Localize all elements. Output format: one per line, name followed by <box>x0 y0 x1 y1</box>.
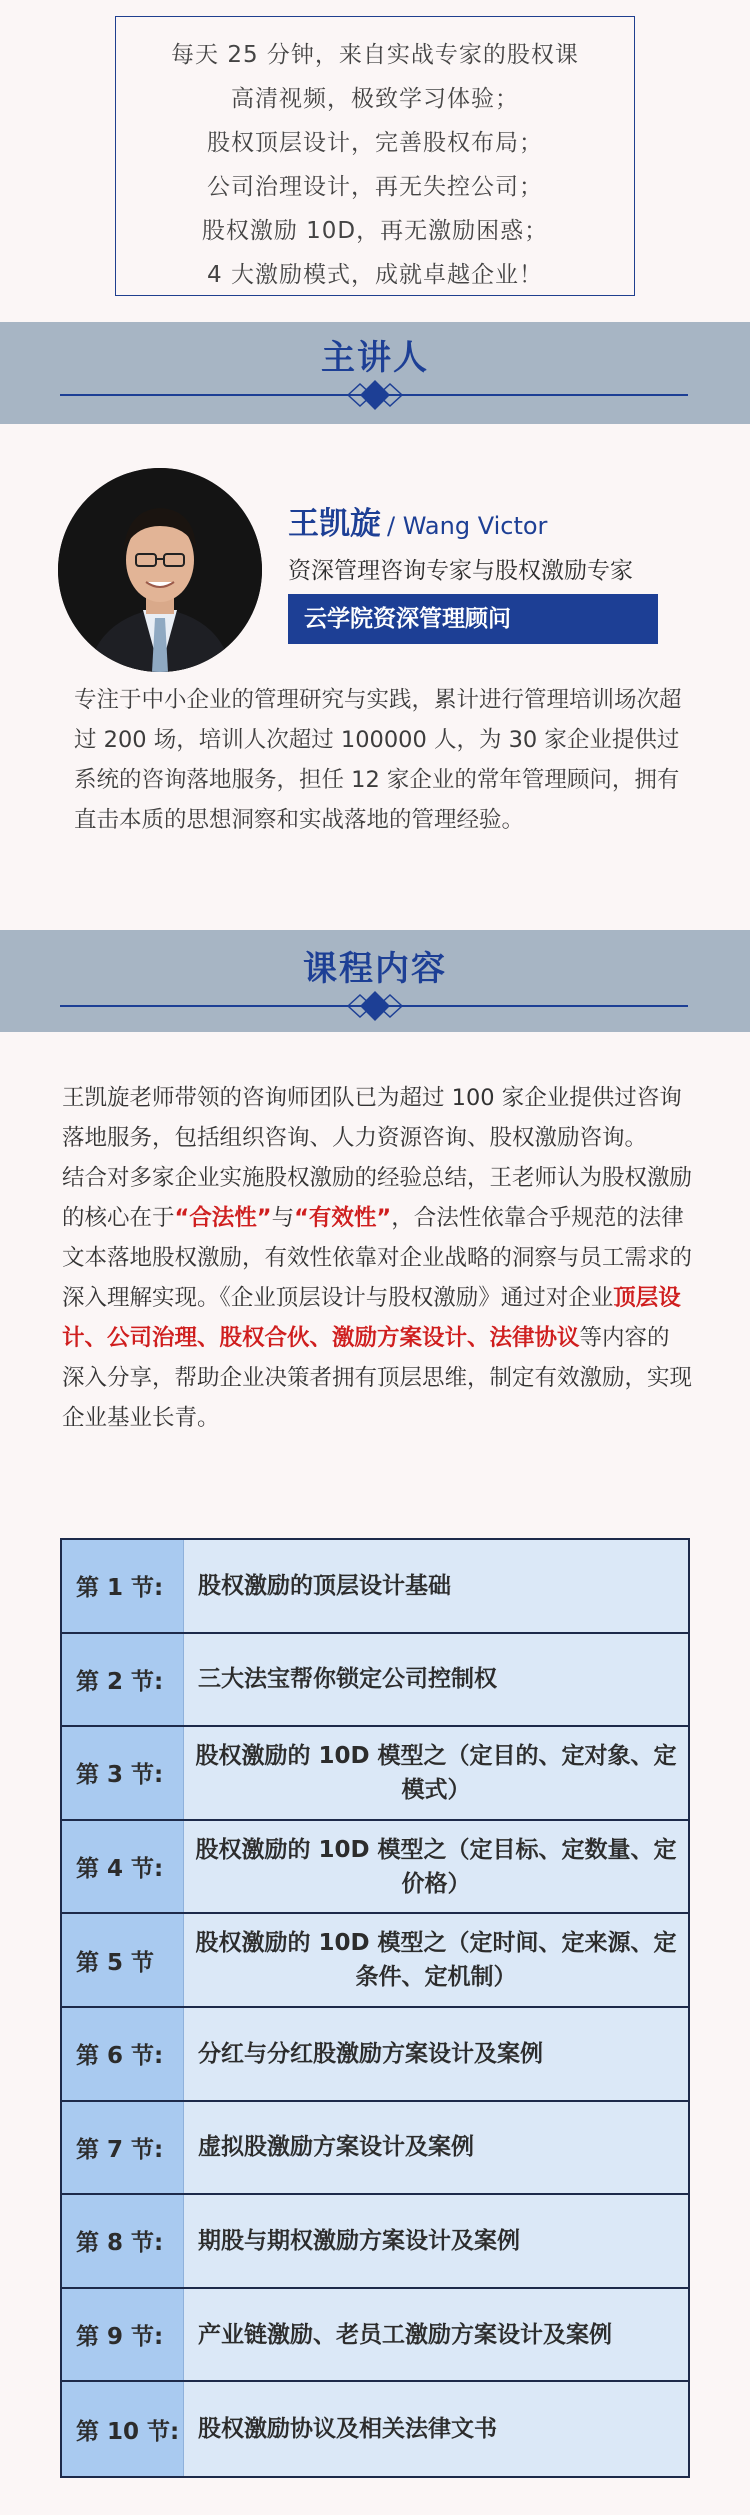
highlight-effectiveness: “有效性” <box>294 1205 392 1231</box>
course-section-title: 课程内容 <box>303 949 447 989</box>
lesson-table <box>60 1538 690 2478</box>
lesson-row <box>62 1727 688 1821</box>
intro-line: 高清视频，极致学习体验； <box>231 86 519 112</box>
diamond-ornament-icon <box>340 375 410 415</box>
speaker-section-title: 主讲人 <box>321 338 429 378</box>
lesson-row <box>62 2195 688 2289</box>
lesson-title: 股权激励的顶层设计基础 <box>184 1540 688 1632</box>
diamond-ornament-icon <box>340 986 410 1026</box>
speaker-name-cn: 王凯旋 <box>288 506 381 542</box>
intro-line: 股权顶层设计，完善股权布局； <box>207 130 543 156</box>
lesson-row <box>62 1914 688 2008</box>
lesson-title: 产业链激励、老员工激励方案设计及案例 <box>184 2289 688 2381</box>
speaker-bio: 专注于中小企业的管理研究与实践，累计进行管理培训场次超过 200 场，培训人次超过 100000 人，为 30 家企业提供过系统的咨询落地服务，担任 12 家企业的常年管理顾问，拥有直击本质的思想洞察和实战落地的管理经验。 <box>74 687 682 833</box>
speaker-name <box>288 498 547 543</box>
lesson-row <box>62 2008 688 2102</box>
lesson-row <box>62 1540 688 1634</box>
intro-line: 股权激励 10D，再无激励困惑； <box>201 218 549 244</box>
lesson-title: 虚拟股激励方案设计及案例 <box>184 2102 688 2194</box>
lesson-row <box>62 2382 688 2476</box>
lesson-title: 分红与分红股激励方案设计及案例 <box>184 2008 688 2100</box>
lesson-number: 第 3 节: <box>62 1727 184 1819</box>
lesson-number: 第 7 节: <box>62 2102 184 2194</box>
intro-box <box>115 16 635 296</box>
lesson-title: 股权激励的 10D 模型之（定目标、定数量、定价格） <box>184 1821 688 1913</box>
course-intro-paragraph-1: 王凯旋老师带领的咨询师团队已为超过 100 家企业提供过咨询落地服务，包括组织咨询、人力资源咨询、股权激励咨询。 <box>62 1085 682 1151</box>
highlight-topics: 顶层设计、公司治理、股权合伙、激励方案设计、法律协议 <box>62 1285 681 1351</box>
lesson-title: 股权激励协议及相关法律文书 <box>184 2382 688 2476</box>
lesson-number: 第 6 节: <box>62 2008 184 2100</box>
intro-line: 每天 25 分钟，来自实战专家的股权课 <box>171 42 579 68</box>
highlight-legality: “合法性” <box>174 1205 272 1231</box>
course-intro-text: 结合对多家企业实施股权激励的经验总结，王老师认为股权激励的核心在于 <box>62 1165 693 1231</box>
lesson-number: 第 2 节: <box>62 1634 184 1726</box>
intro-line: 4 大激励模式，成就卓越企业！ <box>207 262 543 288</box>
lesson-number: 第 4 节: <box>62 1821 184 1913</box>
speaker-badge: 云学院资深管理顾问 <box>288 594 658 644</box>
lesson-number: 第 5 节 <box>62 1914 184 2006</box>
lesson-title: 期股与期权激励方案设计及案例 <box>184 2195 688 2287</box>
lesson-number: 第 8 节: <box>62 2195 184 2287</box>
lesson-title: 三大法宝帮你锁定公司控制权 <box>184 1634 688 1726</box>
lesson-title: 股权激励的 10D 模型之（定时间、定来源、定条件、定机制） <box>184 1914 688 2006</box>
course-intro-text: 与 <box>271 1205 295 1231</box>
lesson-number: 第 1 节: <box>62 1540 184 1632</box>
intro-line: 公司治理设计，再无失控公司； <box>207 174 543 200</box>
lesson-number: 第 9 节: <box>62 2289 184 2381</box>
speaker-role: 资深管理咨询专家与股权激励专家 <box>288 558 633 584</box>
lesson-title: 股权激励的 10D 模型之（定目的、定对象、定模式） <box>184 1727 688 1819</box>
speaker-avatar <box>58 468 262 672</box>
lesson-row <box>62 1821 688 1915</box>
lesson-row <box>62 1634 688 1728</box>
course-intro-text: ，合法性依靠合乎规范的法律文本落地股权激励，有效性依靠对企业战略的洞察与员工需求的深入理解实现。《企业顶层设计与股权激励》通过对企业 <box>62 1205 693 1311</box>
course-intro <box>62 1078 692 1438</box>
course-intro-paragraph-2 <box>62 1158 692 1438</box>
lesson-row <box>62 2102 688 2196</box>
course-intro-text: 等内容的深入分享，帮助企业决策者拥有顶层思维，制定有效激励，实现企业基业长青。 <box>62 1325 693 1431</box>
speaker-name-en: / Wang Victor <box>387 512 548 540</box>
lesson-row <box>62 2289 688 2383</box>
lesson-number: 第 10 节: <box>62 2382 184 2476</box>
